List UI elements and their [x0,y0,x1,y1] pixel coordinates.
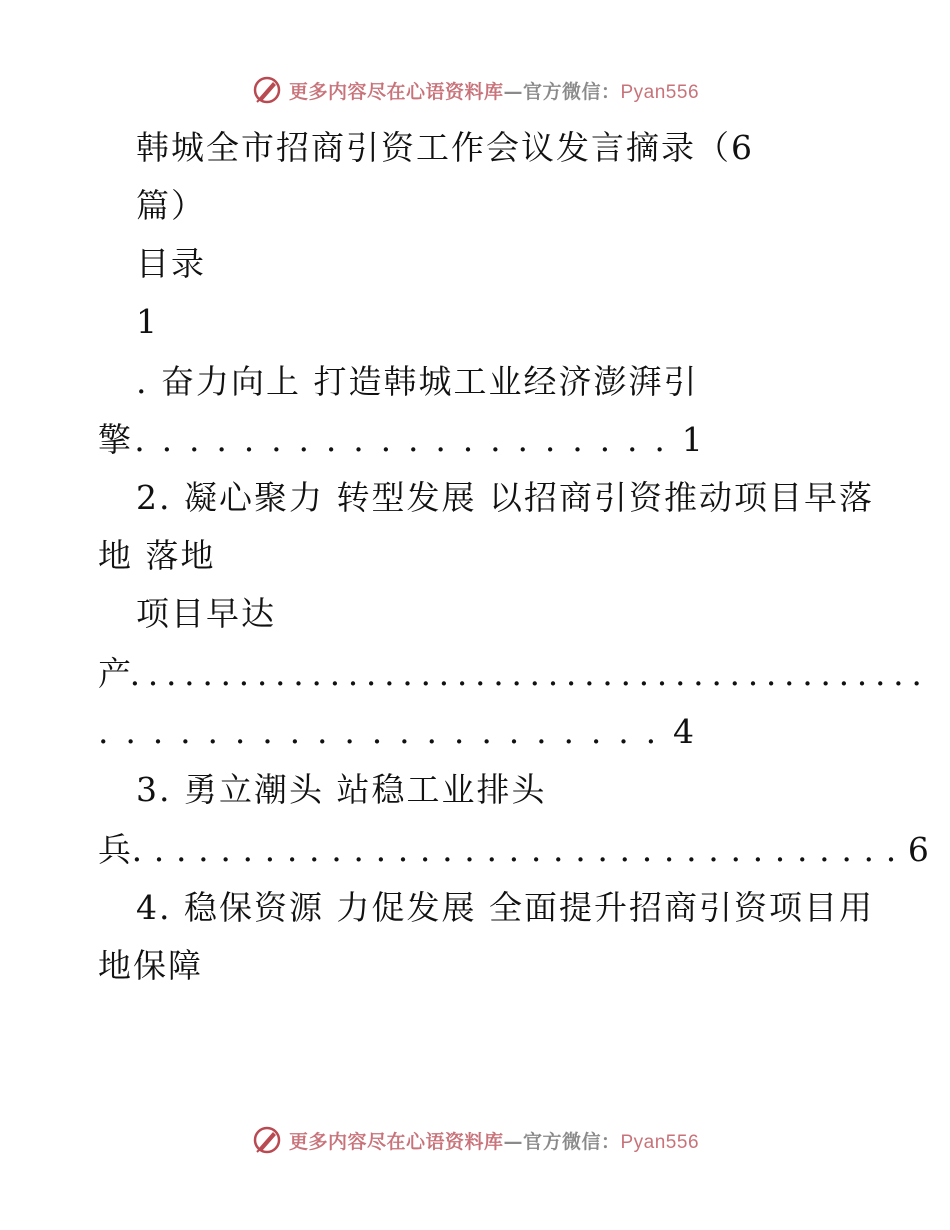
toc-entry-4-line-1: 4. 稳保资源 力促发展 全面提升招商引资项目用 [136,888,874,927]
header-watermark [0,70,950,110]
doc-title-line-1: 韩城全市招商引资工作会议发言摘录（6 [136,128,754,167]
toc-entry-1-line-2: 擎. . . . . . . . . . . . . . . . . . . . 1 [98,420,706,459]
doc-title-line-2: 篇） [136,186,206,225]
toc-entry-2-line-4: 产. . . . . . . . . . . . . . . . . . . . . . . . . . . . . . . . . . . . . . . . . . . . [98,654,921,693]
toc-entry-2-line-2: 地 落地 [98,536,216,575]
pen-logo-icon [251,74,283,106]
toc-number: 1 [136,302,159,341]
toc-entry-1-line-1: . 奋力向上 打造韩城工业经济澎湃引 [136,362,699,401]
toc-entry-3-line-2: 兵. . . . . . . . . . . . . . . . . . . . . . . . . . . . . . . . . . . 6 [98,830,930,869]
toc-entry-2-line-3: 项目早达 [136,594,276,633]
watermark-text: 更多内容尽在心语资料库—官方微信：Pyan556 [288,1130,700,1153]
watermark-text: 更多内容尽在心语资料库—官方微信：Pyan556 [288,80,700,103]
toc-heading: 目录 [136,244,206,283]
toc-entry-2-line-1: 2. 凝心聚力 转型发展 以招商引资推动项目早落 [136,478,874,517]
footer-watermark [0,1120,950,1160]
pen-logo-icon [251,1124,283,1156]
toc-entry-3-line-1: 3. 勇立潮头 站稳工业排头 [136,770,547,809]
toc-entry-2-line-5: . . . . . . . . . . . . . . . . . . . . . 4 [98,712,698,751]
toc-entry-4-line-2: 地保障 [98,946,203,985]
